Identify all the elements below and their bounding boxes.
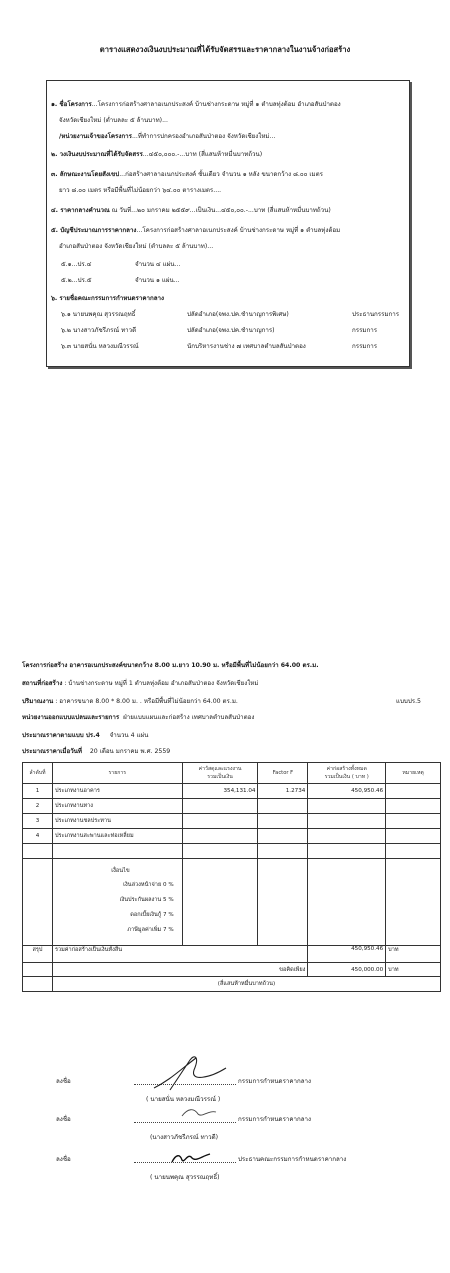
committee-3-position: นักบริหารงานช่าง ๗ เทศบาลตำบลสันป่าตอง (187, 343, 306, 350)
table-row (23, 844, 441, 859)
volume-line (22, 698, 238, 706)
condition-interest: ดอกเบี้ยเงินกู้ 7 % (130, 912, 174, 918)
row4-item: ประเภทงานสะพานและท่อเหลี่ยม (52, 829, 182, 844)
signature-3-scribble (170, 1148, 212, 1166)
row3-item: ประเภทงานชลประทาน (52, 814, 182, 829)
header-no: ลำดับที่ (23, 763, 53, 784)
row4-cost (182, 829, 258, 844)
conditions-row (23, 859, 441, 946)
cost-table (22, 762, 441, 992)
amount-words-row (23, 977, 441, 992)
row3-note (386, 814, 441, 829)
item4-label: ๔. ราคากลางคำนวณ (51, 207, 110, 214)
sign-label-2: ลงชื่อ (56, 1116, 71, 1123)
header-note: หมายเหตุ (386, 763, 441, 784)
header-item: รายการ (52, 763, 182, 784)
item6-label: ๖. รายชื่อคณะกรรมการกำหนดราคากลาง (51, 295, 164, 302)
item2-text: ...๔๕๐,๐๐๐.-...บาท (สี่แสนห้าหมื่นบาทถ้วน) (142, 151, 263, 158)
row1-factor: 1.2734 (258, 784, 308, 799)
location-line (22, 680, 258, 688)
table-header-row (23, 763, 441, 784)
conditions-cell (52, 859, 182, 946)
table-row (23, 829, 441, 844)
conditions-title: เงื่อนไข (111, 868, 130, 874)
estimate-line (22, 732, 148, 740)
project-line (22, 662, 319, 670)
unit-text: ฝ่ายแบบแผนและก่อสร้าง เทศบาลตำบลสันป่าตอง (123, 714, 255, 721)
row4-total (308, 829, 386, 844)
location-text: : บ้านช่างกระดาษ หมู่ที่ 1 ตำบลทุ่งต้อม อำเภอสันป่าตอง จังหวัดเชียงใหม่ (64, 680, 259, 687)
summary-text: รวมค่าก่อสร้างเป็นเงินทั้งสิ้น (52, 946, 307, 963)
page1-summary-box (46, 80, 410, 367)
item3-label: ๓. ลักษณะงานโดยสังเขป (51, 171, 120, 178)
item1-line (51, 101, 341, 109)
signature-2-scribble (180, 1104, 220, 1120)
header-factor: Factor F (258, 763, 308, 784)
item1-line2: จังหวัดเชียงใหม่ (ต่ำบลละ ๕ ล้านบาท)... (59, 117, 168, 124)
row2-item: ประเภทงานทาง (52, 799, 182, 814)
date-line (22, 748, 170, 756)
estimate-text: จำนวน 4 แผ่น (109, 732, 149, 739)
location-label: สถานที่ก่อสร้าง (22, 680, 63, 687)
summary-row (23, 946, 441, 963)
page1-title: ตารางแสดงวงเงินงบประมาณที่ได้รับจัดสรรและราคากลางในงานจ้างก่อสร้าง (99, 45, 351, 54)
header-cost (182, 763, 258, 784)
item3-text: ...ก่อสร้างศาลาอเนกประสงค์ ชั้นเดียว จำนวน ๑ หลัง ขนาดกว้าง ๘.๐๐ เมตร (119, 171, 323, 178)
sign-name-3: ( นายนพคุณ สุวรรณฤทธิ์) (150, 1174, 220, 1181)
header-cost-line1: ค่าวัสดุและแรงงาน (198, 766, 242, 772)
rounded-value: 450,000.00 (308, 963, 386, 977)
row2-factor (258, 799, 308, 814)
row3-total (308, 814, 386, 829)
row3-cost (182, 814, 258, 829)
item1-text: ...โครงการก่อสร้างศาลาอเนกประสงค์ บ้านช่างกระดาษ หมู่ที่ ๑ ตำบลทุ่งต้อม อำเภอสันป่าตอง (91, 101, 341, 108)
table-row (23, 784, 441, 799)
sign-name-2: (นางสาวภัชรีภรณ์ ทาวดี) (150, 1134, 219, 1141)
row2-cost (182, 799, 258, 814)
committee-2-role: กรรมการ (352, 327, 378, 334)
item1-sub-line (59, 133, 275, 141)
condition-guarantee: เงินประกันผลงาน 5 % (119, 897, 174, 903)
sign-label-1: ลงชื่อ (56, 1078, 71, 1085)
estimate-label: ประมาณราคาตามแบบ ปร.4 (22, 732, 100, 739)
item2-line (51, 151, 262, 159)
unit-line (22, 714, 254, 722)
summary-label: สรุป (23, 946, 53, 963)
header-total (308, 763, 386, 784)
item5-2: ๕.๒...ปร.๕ (61, 277, 92, 284)
sign-role-3: ประธานคณะกรรมการกำหนดราคากลาง (238, 1156, 347, 1163)
item4-line (51, 207, 331, 215)
item5-line2: อำเภอสันป่าตอง จังหวัดเชียงใหม่ (ตำบลละ ๕ ล้านบาท)... (59, 243, 214, 250)
item1-label: ๑. ชื่อโครงการ (51, 101, 92, 108)
row2-no: 2 (23, 799, 53, 814)
item5-line (51, 227, 340, 235)
committee-2-name: ๖.๒ นางสาวภัชรีภรณ์ ทาวดี (61, 327, 137, 334)
row1-total: 450,950.46 (308, 784, 386, 799)
committee-3-name: ๖.๓ นายสนั่น หลวงมณีวรรณ์ (61, 343, 139, 350)
row1-no: 1 (23, 784, 53, 799)
item5-1: ๕.๑...ปร.๔ (61, 261, 92, 268)
date-text: 20 เดือน มกราคม พ.ศ. 2559 (89, 748, 171, 755)
row1-item: ประเภทงานอาคาร (52, 784, 182, 799)
row4-no: 4 (23, 829, 53, 844)
row2-note (386, 799, 441, 814)
project-text: อาคารอเนกประสงค์ขนาดกว้าง 8.00 ม.ยาว 10.90 ม. หรือมีพื้นที่ไม่น้อยกว่า 64.00 ตร.ม. (69, 662, 319, 669)
item4-text: ณ วันที่...๒๐ มกราคม ๒๕๕๙...เป็นเงิน...๔๕๐,๐๐.-...บาท (สี่แสนห้าหมื่นบาทถ้วน) (109, 207, 331, 214)
sign-label-3: ลงชื่อ (56, 1156, 71, 1163)
committee-2-position: ปลัดอำเภอ(จพง.ปค.ชำนาญการ) (187, 327, 275, 334)
signature-1-scribble (150, 1050, 230, 1096)
header-cost-line2: รวมเป็นเงิน (207, 774, 233, 780)
row1-note (386, 784, 441, 799)
row4-note (386, 829, 441, 844)
committee-3-role: กรรมการ (352, 343, 378, 350)
form-label: แบบปร.5 (396, 698, 421, 705)
unit-label: หน่วยงานออกแบบแปลนและรายการ (22, 714, 120, 721)
row3-no: 3 (23, 814, 53, 829)
sign-role-2: กรรมการกำหนดราคากลาง (238, 1116, 312, 1123)
committee-1-role: ประธานกรรมการ (352, 311, 400, 318)
table-row (23, 799, 441, 814)
rounded-label: ขอคิดเพียง (52, 963, 307, 977)
sign-role-1: กรรมการกำหนดราคากลาง (238, 1078, 312, 1085)
project-label: โครงการก่อสร้าง (22, 662, 68, 669)
item3-line2: ยาว ๘.๐๐ เมตร หรือมีพื้นที่ไม่น้อยกว่า ๖๔.๐๐ ตารางเมตร.... (59, 187, 222, 194)
header-total-line2: รวมเป็นเงิน ( บาท ) (324, 774, 369, 780)
item5-label: ๕. บัญชีประมาณการราคากลาง (51, 227, 137, 234)
row3-factor (258, 814, 308, 829)
summary-unit: บาท (386, 946, 441, 963)
amount-words: (สี่แสนห้าหมื่นบาทถ้วน) (52, 977, 440, 992)
item2-label: ๒. วงเงินงบประมาณที่ได้รับจัดสรร (51, 151, 143, 158)
date-label: ประมาณราคาเมื่อวันที่ (22, 748, 82, 755)
sign-line-2 (134, 1122, 236, 1123)
header-total-line1: ค่าก่อสร้างทั้งหมด (326, 766, 367, 772)
rounded-row (23, 963, 441, 977)
table-row (23, 814, 441, 829)
summary-value: 450,950.46 (308, 946, 386, 963)
volume-label: ปริมาณงาน (22, 698, 54, 705)
row4-factor (258, 829, 308, 844)
condition-advance: เงินล่วงหน้าจ่าย 0 % (123, 882, 174, 888)
item1-sub-label: /หน่วยงานเจ้าของโครงการ (59, 133, 132, 140)
rounded-unit: บาท (386, 963, 441, 977)
sign-name-1: ( นายสนั่น หลวงมณีวรรณ์ ) (146, 1096, 221, 1103)
committee-1-name: ๖.๑ นายนพคุณ สุวรรณฤทธิ์ (61, 311, 136, 318)
committee-1-position: ปลัดอำเภอ(จพง.ปค.ชำนาญการพิเศษ) (187, 311, 289, 318)
item5-text: ...โครงการก่อสร้างศาลาอเนกประสงค์ บ้านช่างกระดาษ หมู่ที่ ๑ ตำบลทุ่งต้อม (136, 227, 341, 234)
volume-text: : อาคารขนาด 8.00 * 8.00 ม. . หรือมีพื้นที่ไม่น้อยกว่า 64.00 ตร.ม. (55, 698, 238, 705)
condition-vat: ภาษีมูลค่าเพิ่ม 7 % (127, 927, 174, 933)
item5-1-qty: จำนวน ๔ แผ่น... (135, 261, 181, 268)
item5-2-qty: จำนวน ๑ แผ่น... (135, 277, 180, 284)
item3-line (51, 171, 323, 179)
row1-cost: 354,131.04 (182, 784, 258, 799)
row2-total (308, 799, 386, 814)
item1-sub-text: ...ที่ทำการปกครองอำเภอสันป่าตอง จังหวัดเชียงใหม่... (131, 133, 276, 140)
